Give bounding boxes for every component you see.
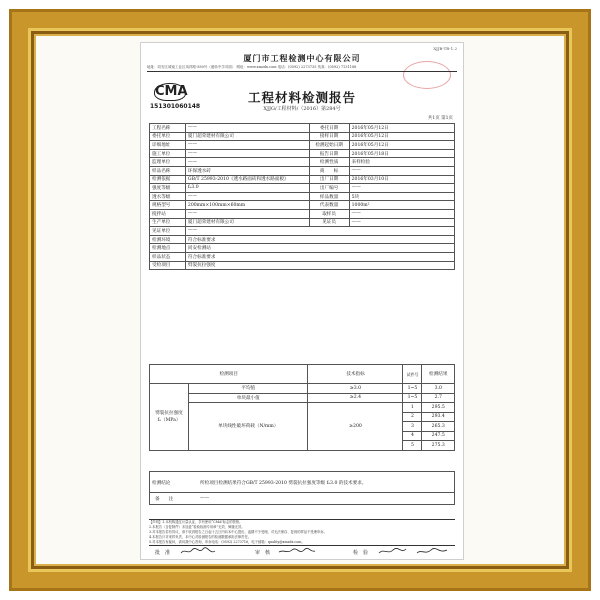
load-value: 247.5 [422, 431, 455, 441]
info-row [150, 218, 455, 227]
min-value: 2.7 [422, 393, 455, 403]
load-trial: 2 [403, 412, 422, 422]
info-v1: —— [185, 158, 309, 167]
info-wide-row [150, 261, 455, 270]
info-k1: 生产单位 [150, 218, 186, 227]
info-row [150, 192, 455, 201]
info-v2: 2016年05月12日 [349, 124, 454, 133]
info-k2: 接样日期 [309, 132, 349, 141]
load-trial: 5 [403, 441, 422, 451]
info-k2: 见证员 [309, 218, 349, 227]
info-v2: 来样检验 [349, 158, 454, 167]
info-v1: —— [185, 141, 309, 150]
info-v2: 5块 [349, 192, 454, 201]
info-v1: —— [185, 149, 309, 158]
load-label: 单块线性破坏荷载（N/mm） [189, 403, 308, 451]
declaration [149, 519, 455, 546]
info-wide-row [150, 235, 455, 244]
reviewer-signature [277, 547, 317, 556]
info-v1: 厦门超荣建材有限公司 [185, 132, 309, 141]
info-wide-row [150, 252, 455, 261]
info-v2: 2016年05月12日 [349, 132, 454, 141]
approver-signature [179, 547, 219, 556]
review-label: 审 核 [255, 550, 271, 556]
info-v1: GB/T 25993-2010《透水路面砖和透水路面板》 [185, 175, 309, 184]
info-k1: 透水等级 [150, 192, 186, 201]
info-v2: —— [349, 218, 454, 227]
avg-trial: 1~5 [403, 384, 422, 394]
conclusion-text: 所检项目检测结果符合GB/T 25993-2010 劈裂抗拉强度等级 fₑ3.0 的技术要求。 [200, 481, 367, 486]
info-wide-row [150, 227, 455, 236]
info-wide-key: 见证单位 [150, 227, 186, 236]
info-v1: —— [185, 124, 309, 133]
info-k1: 规格型号 [150, 201, 186, 210]
info-k2: 委托日期 [309, 124, 349, 133]
inspector-signature [377, 547, 451, 556]
info-row [150, 201, 455, 210]
info-row [150, 175, 455, 184]
info-k1: 施工单位 [150, 149, 186, 158]
results-table [149, 364, 455, 451]
info-v1: —— [185, 209, 309, 218]
info-v1: —— [185, 192, 309, 201]
info-row [150, 124, 455, 133]
info-v2: 2016年05月18日 [349, 149, 454, 158]
info-v2: —— [349, 184, 454, 193]
cma-logo: CMA [155, 84, 188, 99]
check-label: 检 验 [353, 550, 369, 556]
min-trial: 1~5 [403, 393, 422, 403]
declaration-line: 4.本报告只对来样负责，本中心对检测报告的检测数据承担法律责任。 [149, 535, 252, 539]
info-v1: fₑ3.0 [185, 184, 309, 193]
info-k1: 委托单位 [150, 132, 186, 141]
header-spec: 技术指标 [308, 365, 403, 384]
report-number: XJJG/工程材料/（2016）第284号 [263, 106, 341, 112]
header-result: 检测结果 [422, 365, 455, 384]
info-k2: 商 标 [309, 166, 349, 175]
info-k1: 检测依据 [150, 175, 186, 184]
info-k2: 检测性质 [309, 158, 349, 167]
cma-number: 151301060148 [150, 103, 201, 110]
header-trial: 试件号 [403, 365, 422, 384]
load-value: 265.3 [422, 422, 455, 432]
load-spec: ≥200 [308, 403, 403, 451]
declaration-line: 5.对本报告有疑问，请向我中心咨询，申诉电话：(0592) 2273716，电子邮箱：quality@xmzdx.com。 [149, 540, 305, 544]
info-k2: 出厂日期 [309, 175, 349, 184]
info-v2: 2016年05月12日 [349, 141, 454, 150]
info-row [150, 158, 455, 167]
approve-label: 批 准 [155, 550, 171, 556]
declaration-line: 【声明】1.本机构通过计量认证，享有使用“CMA”标志的资格。 [149, 520, 243, 524]
remark-label: 备 注 [155, 497, 174, 502]
conclusion-row [149, 471, 455, 493]
info-wide-row [150, 244, 455, 253]
info-wide-key: 检测地点 [150, 244, 186, 253]
signature-row [149, 546, 455, 558]
info-wide-value: —— [185, 227, 454, 236]
info-v1: 环保透水砖 [185, 166, 309, 175]
group-label: 劈裂抗拉强度 [155, 410, 183, 416]
load-trial: 4 [403, 431, 422, 441]
avg-label: 平均值 [189, 384, 308, 394]
organization-name: 厦门市工程检测中心有限公司 [243, 53, 361, 63]
info-v2: 2016年03月10日 [349, 175, 454, 184]
header-item: 检测项目 [150, 365, 308, 384]
info-k2: 报告日期 [309, 149, 349, 158]
info-k1: 搅拌站 [150, 209, 186, 218]
avg-value: 3.0 [422, 384, 455, 394]
declaration-line: 3.对本报告若有异议，请于收到报告之日起十五日内向本中心提出，逾期不予受理。对无法保存、复现的样品不受理申诉。 [149, 530, 327, 534]
info-k2: 取样员 [309, 209, 349, 218]
page-info: 共1页 第1页 [427, 116, 453, 121]
load-value: 293.4 [422, 412, 455, 422]
info-row [150, 149, 455, 158]
info-wide-value: 同安检测站 [185, 244, 454, 253]
load-value: 295.5 [422, 403, 455, 413]
info-wide-value: 符合标准要求 [185, 252, 454, 261]
document-number: XJJB-TR-1.2 [433, 46, 457, 51]
info-k2: 出厂编号 [309, 184, 349, 193]
info-v2: 1000m² [349, 201, 454, 210]
remark-text: —— [200, 496, 210, 501]
avg-spec: ≥3.0 [308, 384, 403, 394]
info-v2: —— [349, 209, 454, 218]
declaration-line: 2.本报告（含复制件）未加盖“检验检测专用章”无效，骑缝无效。 [149, 525, 245, 529]
info-wide-value: 劈裂抗拉强度 [185, 261, 454, 270]
info-k2: 代表数量 [309, 201, 349, 210]
info-wide-key: 受检项目 [150, 261, 186, 270]
info-v2: —— [349, 166, 454, 175]
info-table [149, 123, 455, 270]
info-row [150, 132, 455, 141]
info-k2: 样品数量 [309, 192, 349, 201]
group-label-cell [150, 384, 189, 451]
info-k1: 强度等级 [150, 184, 186, 193]
info-wide-key: 检测环境 [150, 235, 186, 244]
conclusion-label: 检测结论 [152, 481, 171, 486]
info-v1: 厦门超荣建材有限公司 [185, 218, 309, 227]
test-report-document [140, 42, 464, 560]
min-label: 单块最小值 [189, 393, 308, 403]
load-trial: 3 [403, 422, 422, 432]
info-row [150, 184, 455, 193]
address-line: 地址：同安区城南工业区凤祥路-580号（港转中学对面） 网址：www.xmzdx.com 电话：(0592) 2273735 传真：(0592) 7131188 [147, 65, 457, 72]
info-row [150, 209, 455, 218]
info-k2: 检测起始日期 [309, 141, 349, 150]
min-spec: ≥2.4 [308, 393, 403, 403]
remark-row [149, 493, 455, 505]
info-k1: 工程名称 [150, 124, 186, 133]
info-wide-key: 样品状态 [150, 252, 186, 261]
info-k1: 监理单位 [150, 158, 186, 167]
info-row [150, 141, 455, 150]
info-v1: 200mm×100mm×60mm [185, 201, 309, 210]
load-trial: 1 [403, 403, 422, 413]
info-wide-value: 符合标准要求 [185, 235, 454, 244]
report-title: 工程材料检测报告 [247, 90, 356, 105]
load-value: 275.3 [422, 441, 455, 451]
info-k1: 样品名称 [150, 166, 186, 175]
group-unit: fₑ（MPa） [157, 417, 181, 423]
info-k1: 详细地址 [150, 141, 186, 150]
info-row [150, 166, 455, 175]
